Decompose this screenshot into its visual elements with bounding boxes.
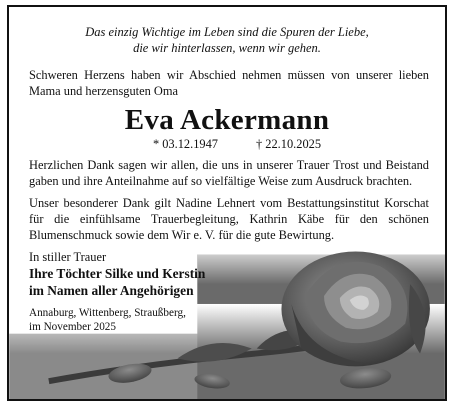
memorial-quote [9, 7, 445, 56]
notice-content [9, 7, 445, 399]
special-thanks-text: Unser besonderer Dank gilt Nadine Lehnert vom Bestattungsinstitut Korschat für die einfühlsame Trauerbegleitung, Kathrin Käbe für den schönen Blumenschmuck sowie dem Wir e. V. für die gute Bewirtung. [29, 196, 429, 242]
thanks-text: Herzlichen Dank sagen wir allen, die uns in unserer Trauer Trost und Beistand gaben und ihre Anteilnahme auf so vielfältige Weise zum Ausdruck brachten. [29, 158, 429, 188]
places: Annaburg, Wittenberg, Straußberg, [29, 307, 186, 319]
intro-text: Schweren Herzens haben wir Abschied nehmen müssen von unserer lieben Mama und herzensguten Oma [29, 68, 429, 98]
life-dates [29, 137, 445, 152]
place-and-date [29, 306, 239, 334]
notice-date: im November 2025 [29, 321, 116, 333]
mourners-intro: In stiller Trauer [29, 250, 107, 264]
death-date: † 22.10.2025 [256, 137, 322, 151]
mourners-line-1: Ihre Töchter Silke und Kerstin [29, 266, 206, 281]
birth-date: * 03.12.1947 [152, 137, 218, 151]
quote-line-1: Das einzig Wichtige im Leben sind die Spuren der Liebe, [85, 25, 369, 39]
obituary-notice [7, 5, 447, 401]
mourners-block [29, 249, 239, 334]
quote-line-2: die wir hinterlassen, wenn wir gehen. [133, 41, 321, 55]
deceased-name: Eva Ackermann [124, 104, 330, 136]
mourners-line-2: im Namen aller Angehörigen [29, 283, 194, 298]
